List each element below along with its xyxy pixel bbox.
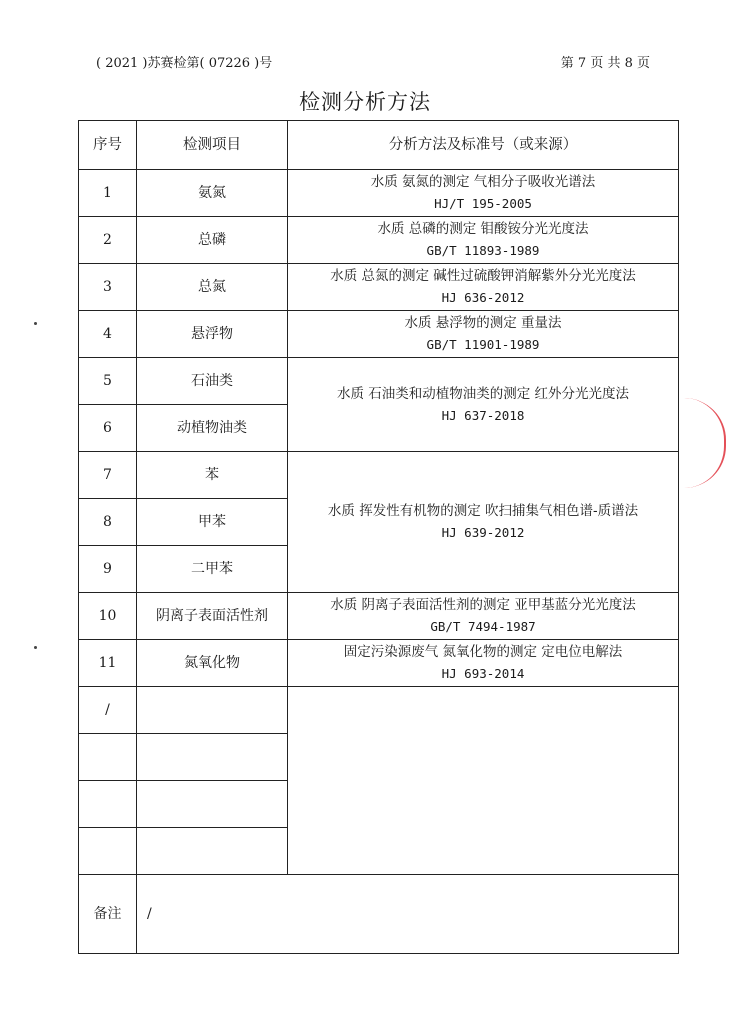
row-method <box>288 640 679 687</box>
row-no-empty <box>79 828 137 875</box>
row-no: 5 <box>79 358 137 405</box>
method-standard: HJ 693-2014 <box>441 666 525 681</box>
table-row <box>79 311 679 358</box>
remark-label: 备注 <box>79 875 137 954</box>
row-method <box>288 264 679 311</box>
row-item: 苯 <box>137 452 288 499</box>
row-no-empty <box>79 781 137 828</box>
method-standard: HJ 637-2018 <box>441 407 525 423</box>
row-no: 11 <box>79 640 137 687</box>
report-number: ( 2021 )苏赛检第( 07226 )号 <box>96 56 273 71</box>
row-no: 9 <box>79 546 137 593</box>
methods-table <box>78 120 679 954</box>
table-header-row <box>79 121 679 170</box>
row-item-empty <box>137 734 288 781</box>
scan-speck <box>34 646 37 649</box>
row-item: 氨氮 <box>137 170 288 217</box>
method-standard: HJ/T 195-2005 <box>434 196 532 211</box>
method-standard: HJ 639-2012 <box>441 525 525 540</box>
remark-value: / <box>137 875 679 954</box>
row-no: 6 <box>79 405 137 452</box>
method-name: 水质 氨氮的测定 气相分子吸收光谱法 <box>370 174 596 190</box>
method-standard: GB/T 11893-1989 <box>426 243 540 258</box>
row-item: 悬浮物 <box>137 311 288 358</box>
table-row <box>79 358 679 405</box>
table-row <box>79 217 679 264</box>
method-standard: HJ 636-2012 <box>441 290 525 305</box>
row-no-empty <box>79 734 137 781</box>
table-row <box>79 452 679 499</box>
scan-speck <box>34 322 37 325</box>
col-header-no: 序号 <box>79 121 137 170</box>
page-info: 第 7 页 共 8 页 <box>560 56 650 71</box>
row-no: 7 <box>79 452 137 499</box>
row-no: / <box>79 687 137 734</box>
row-item: 甲苯 <box>137 499 288 546</box>
method-name: 水质 阴离子表面活性剂的测定 亚甲基蓝分光光度法 <box>330 597 636 613</box>
row-method <box>288 452 679 593</box>
row-item-empty <box>137 828 288 875</box>
row-no: 1 <box>79 170 137 217</box>
table-row <box>79 687 679 734</box>
col-header-item: 检测项目 <box>137 121 288 170</box>
row-no: 2 <box>79 217 137 264</box>
method-name: 固定污染源废气 氮氧化物的测定 定电位电解法 <box>343 644 623 660</box>
row-item: 总磷 <box>137 217 288 264</box>
row-item-empty <box>137 781 288 828</box>
table-row <box>79 593 679 640</box>
remark-row <box>79 875 679 954</box>
method-name: 水质 挥发性有机物的测定 吹扫捕集气相色谱-质谱法 <box>327 503 639 519</box>
row-no: 3 <box>79 264 137 311</box>
row-item: 动植物油类 <box>137 405 288 452</box>
table-row <box>79 264 679 311</box>
table-row <box>79 640 679 687</box>
row-method <box>288 593 679 640</box>
method-name: 水质 石油类和动植物油类的测定 红外分光光度法 <box>336 385 630 402</box>
row-item: 石油类 <box>137 358 288 405</box>
table-row <box>79 170 679 217</box>
row-item: 总氮 <box>137 264 288 311</box>
method-standard: GB/T 7494-1987 <box>430 619 536 634</box>
row-item: 阴离子表面活性剂 <box>137 593 288 640</box>
page-title: 检测分析方法 <box>299 90 431 114</box>
row-method <box>288 311 679 358</box>
method-name: 水质 悬浮物的测定 重量法 <box>404 315 562 331</box>
method-name: 水质 总氮的测定 碱性过硫酸钾消解紫外分光光度法 <box>330 268 636 284</box>
col-header-method: 分析方法及标准号（或来源） <box>288 121 679 170</box>
method-standard: GB/T 11901-1989 <box>426 337 540 352</box>
method-name: 水质 总磷的测定 钼酸铵分光光度法 <box>377 221 589 237</box>
row-no: 4 <box>79 311 137 358</box>
row-item: 二甲苯 <box>137 546 288 593</box>
row-no: 10 <box>79 593 137 640</box>
row-item: 氮氧化物 <box>137 640 288 687</box>
row-item <box>137 687 288 734</box>
red-stamp-edge <box>684 398 726 488</box>
row-no: 8 <box>79 499 137 546</box>
row-method <box>288 217 679 264</box>
row-method <box>288 358 679 452</box>
row-method <box>288 687 679 875</box>
row-method <box>288 170 679 217</box>
